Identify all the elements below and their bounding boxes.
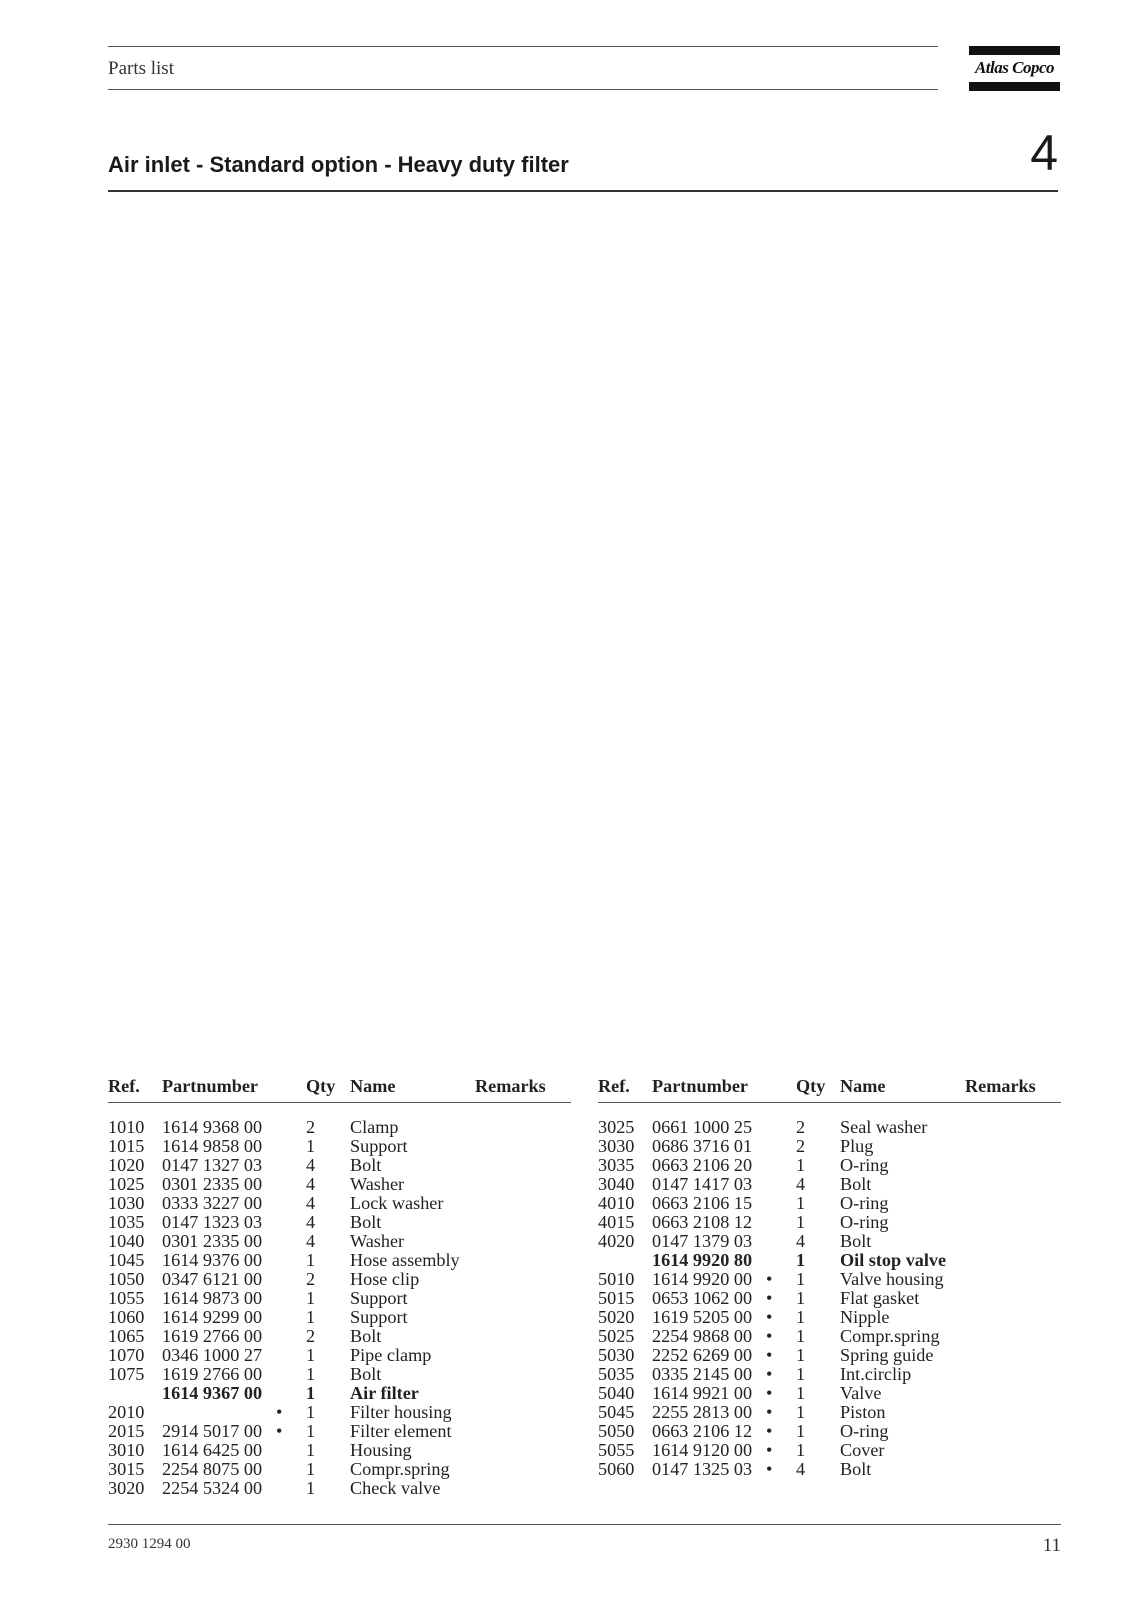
cell-partnumber: 0686 3716 01 [652,1136,753,1156]
cell-name: Filter element [350,1421,452,1441]
cell-name: Piston [840,1402,886,1422]
table-row [598,1194,1061,1213]
cell-qty: 1 [306,1136,316,1156]
cell-kit-marker: • [766,1364,773,1384]
table-row [598,1460,1061,1479]
cell-qty: 4 [306,1174,316,1194]
cell-partnumber: 1614 9299 00 [162,1307,263,1327]
cell-partnumber: 1619 2766 00 [162,1364,263,1384]
cell-kit-marker: • [766,1307,773,1327]
table-row [598,1137,1061,1156]
table-row [598,1422,1061,1441]
cell-name: Valve housing [840,1269,944,1289]
cell-name: Filter housing [350,1402,452,1422]
cell-kit-marker: • [766,1402,773,1422]
cell-partnumber: 0147 1379 03 [652,1231,753,1251]
cell-partnumber: 0663 2106 12 [652,1421,753,1441]
header-partnumber: Partnumber [652,1076,748,1096]
table-row [598,1213,1061,1232]
cell-partnumber: 0147 1417 03 [652,1174,753,1194]
cell-ref: 1015 [108,1136,145,1156]
cell-name: Bolt [350,1326,382,1346]
table-row [108,1175,571,1194]
cell-partnumber: 1614 6425 00 [162,1440,263,1460]
cell-ref: 5050 [598,1421,635,1441]
cell-name: Compr.spring [840,1326,940,1346]
table-row [108,1194,571,1213]
cell-ref: 1055 [108,1288,145,1308]
table-row [598,1175,1061,1194]
table-body-right [598,1118,1061,1479]
cell-name: Int.circlip [840,1364,912,1384]
cell-partnumber: 1614 9920 80 [652,1250,753,1270]
cell-ref: 1025 [108,1174,145,1194]
cell-kit-marker: • [766,1326,773,1346]
table-row [598,1118,1061,1137]
cell-kit-marker: • [766,1288,773,1308]
cell-qty: 2 [796,1136,806,1156]
cell-qty: 1 [306,1364,316,1384]
cell-name: Nipple [840,1307,890,1327]
table-row [108,1118,571,1137]
atlas-copco-logo [969,46,1060,92]
cell-partnumber: 0147 1325 03 [652,1459,753,1479]
table-row [108,1156,571,1175]
cell-qty: 4 [306,1231,316,1251]
cell-name: Flat gasket [840,1288,920,1308]
cell-name: Bolt [840,1459,872,1479]
table-row [108,1479,571,1498]
cell-name: Bolt [840,1231,872,1251]
cell-ref: 1050 [108,1269,145,1289]
cell-name: O-ring [840,1421,889,1441]
header-qty: Qty [796,1076,826,1096]
table-row [108,1365,571,1384]
cell-ref: 5010 [598,1269,635,1289]
cell-partnumber: 1614 9858 00 [162,1136,263,1156]
cell-partnumber: 0653 1062 00 [652,1288,753,1308]
cell-qty: 1 [306,1459,316,1479]
cell-ref: 3025 [598,1117,635,1137]
cell-ref: 5025 [598,1326,635,1346]
cell-partnumber: 2252 6269 00 [652,1345,753,1365]
cell-partnumber: 2254 8075 00 [162,1459,263,1479]
cell-name: Compr.spring [350,1459,450,1479]
cell-partnumber: 0147 1327 03 [162,1155,263,1175]
cell-partnumber: 1614 9367 00 [162,1383,263,1403]
cell-partnumber: 0301 2335 00 [162,1231,263,1251]
cell-qty: 1 [306,1421,316,1441]
cell-ref: 5045 [598,1402,635,1422]
header-bottom-rule [108,89,938,90]
cell-ref: 4015 [598,1212,635,1232]
cell-kit-marker: • [276,1402,283,1422]
section-title: Air inlet - Standard option - Heavy duty filter [108,152,569,177]
cell-ref: 1030 [108,1193,145,1213]
cell-qty: 1 [796,1288,806,1308]
header-remarks: Remarks [965,1076,1036,1096]
cell-name: Lock washer [350,1193,444,1213]
cell-name: Cover [840,1440,885,1460]
logo-bottom-bar [969,82,1060,91]
cell-qty: 1 [796,1383,806,1403]
cell-partnumber: 1614 9921 00 [652,1383,753,1403]
cell-name: Air filter [350,1383,419,1403]
cell-partnumber: 2914 5017 00 [162,1421,263,1441]
header-remarks: Remarks [475,1076,546,1096]
cell-qty: 1 [796,1345,806,1365]
table-row [108,1289,571,1308]
cell-name: Hose assembly [350,1250,460,1270]
cell-ref: 5055 [598,1440,635,1460]
cell-qty: 1 [796,1364,806,1384]
table-row [598,1289,1061,1308]
cell-ref: 3030 [598,1136,635,1156]
table-row [108,1251,571,1270]
header-ref: Ref. [598,1076,630,1096]
parts-table-right [598,1076,1061,1479]
cell-qty: 1 [796,1326,806,1346]
cell-name: Bolt [350,1155,382,1175]
cell-kit-marker: • [276,1421,283,1441]
table-row [598,1308,1061,1327]
cell-partnumber: 2254 5324 00 [162,1478,263,1498]
table-row-assembly [598,1251,1061,1270]
table-row [108,1213,571,1232]
cell-qty: 2 [796,1117,806,1137]
table-row [598,1365,1061,1384]
cell-name: Spring guide [840,1345,934,1365]
cell-ref: 5040 [598,1383,635,1403]
cell-partnumber: 1619 5205 00 [652,1307,753,1327]
cell-name: O-ring [840,1193,889,1213]
cell-qty: 2 [306,1117,316,1137]
table-row [108,1460,571,1479]
header-top-rule [108,46,938,47]
cell-ref: 5035 [598,1364,635,1384]
table-row [598,1232,1061,1251]
cell-ref: 1020 [108,1155,145,1175]
cell-qty: 1 [796,1250,806,1270]
cell-ref: 1060 [108,1307,145,1327]
cell-partnumber: 2255 2813 00 [652,1402,753,1422]
cell-qty: 1 [306,1250,316,1270]
cell-name: Bolt [350,1212,382,1232]
cell-name: Clamp [350,1117,399,1137]
cell-qty: 1 [796,1193,806,1213]
table-row [108,1232,571,1251]
cell-qty: 1 [306,1307,316,1327]
cell-name: Support [350,1136,408,1156]
document-number: 2930 1294 00 [108,1536,191,1552]
cell-qty: 1 [306,1478,316,1498]
header-name: Name [840,1076,886,1096]
header-ref: Ref. [108,1076,140,1096]
cell-partnumber: 0661 1000 25 [652,1117,753,1137]
table-row [598,1346,1061,1365]
table-body-left [108,1118,571,1498]
table-row [598,1156,1061,1175]
cell-ref: 2010 [108,1402,145,1422]
cell-ref: 4010 [598,1193,635,1213]
cell-qty: 2 [306,1326,316,1346]
cell-kit-marker: • [766,1421,773,1441]
cell-kit-marker: • [766,1440,773,1460]
cell-ref: 1035 [108,1212,145,1232]
cell-name: O-ring [840,1155,889,1175]
cell-ref: 3010 [108,1440,145,1460]
table-row [598,1270,1061,1289]
cell-name: Valve [840,1383,882,1403]
cell-qty: 1 [796,1269,806,1289]
cell-name: Bolt [840,1174,872,1194]
cell-partnumber: 0335 2145 00 [652,1364,753,1384]
header-label: Parts list [108,58,174,79]
table-header [108,1076,571,1103]
cell-partnumber: 1619 2766 00 [162,1326,263,1346]
cell-name: Pipe clamp [350,1345,432,1365]
cell-qty: 1 [796,1421,806,1441]
cell-qty: 1 [796,1440,806,1460]
cell-ref: 3015 [108,1459,145,1479]
cell-name: Housing [350,1440,412,1460]
cell-name: Support [350,1288,408,1308]
cell-qty: 1 [796,1155,806,1175]
logo-top-bar [969,46,1060,55]
title-rule [108,190,1058,192]
cell-partnumber: 1614 9920 00 [652,1269,753,1289]
cell-ref: 4020 [598,1231,635,1251]
cell-qty: 1 [306,1402,316,1422]
cell-qty: 4 [796,1231,806,1251]
cell-kit-marker: • [766,1269,773,1289]
table-row [108,1441,571,1460]
logo-wordmark: Atlas Copco [974,58,1055,77]
cell-ref: 1070 [108,1345,145,1365]
cell-name: Hose clip [350,1269,420,1289]
cell-name: O-ring [840,1212,889,1232]
header-name: Name [350,1076,396,1096]
table-row [108,1346,571,1365]
cell-qty: 4 [796,1174,806,1194]
cell-partnumber: 0301 2335 00 [162,1174,263,1194]
cell-ref: 5020 [598,1307,635,1327]
cell-ref: 3040 [598,1174,635,1194]
cell-qty: 4 [306,1155,316,1175]
header-qty: Qty [306,1076,336,1096]
cell-kit-marker: • [766,1383,773,1403]
cell-name: Plug [840,1136,874,1156]
cell-qty: 1 [796,1307,806,1327]
cell-partnumber: 2254 9868 00 [652,1326,753,1346]
cell-ref: 5060 [598,1459,635,1479]
cell-ref: 1040 [108,1231,145,1251]
cell-partnumber: 1614 9873 00 [162,1288,263,1308]
cell-qty: 1 [796,1402,806,1422]
cell-qty: 2 [306,1269,316,1289]
cell-qty: 4 [306,1212,316,1232]
table-row [108,1327,571,1346]
cell-qty: 4 [306,1193,316,1213]
cell-qty: 1 [796,1212,806,1232]
cell-partnumber: 0663 2106 15 [652,1193,753,1213]
cell-partnumber: 0333 3227 00 [162,1193,263,1213]
cell-name: Check valve [350,1478,441,1498]
cell-partnumber: 0147 1323 03 [162,1212,263,1232]
cell-qty: 1 [306,1345,316,1365]
cell-partnumber: 0347 6121 00 [162,1269,263,1289]
table-row [598,1441,1061,1460]
table-row [108,1422,571,1441]
table-row [598,1403,1061,1422]
cell-ref: 1010 [108,1117,145,1137]
cell-name: Washer [350,1231,405,1251]
cell-name: Support [350,1307,408,1327]
cell-kit-marker: • [766,1345,773,1365]
cell-ref: 5015 [598,1288,635,1308]
page-number: 11 [1042,1535,1061,1556]
cell-ref: 1045 [108,1250,145,1270]
cell-ref: 2015 [108,1421,145,1441]
parts-table-left [108,1076,571,1498]
table-row-assembly [108,1384,571,1403]
cell-kit-marker: • [766,1459,773,1479]
cell-qty: 1 [306,1383,316,1403]
cell-ref: 1075 [108,1364,145,1384]
cell-ref: 3020 [108,1478,145,1498]
cell-partnumber: 1614 9376 00 [162,1250,263,1270]
cell-partnumber: 0663 2108 12 [652,1212,753,1232]
table-row [598,1327,1061,1346]
section-number: 4 [1030,125,1058,181]
table-row [598,1384,1061,1403]
cell-name: Bolt [350,1364,382,1384]
cell-name: Seal washer [840,1117,928,1137]
table-row [108,1308,571,1327]
cell-ref: 5030 [598,1345,635,1365]
cell-qty: 1 [306,1440,316,1460]
cell-partnumber: 0663 2106 20 [652,1155,753,1175]
table-header [598,1076,1061,1103]
cell-qty: 1 [306,1288,316,1308]
table-row [108,1137,571,1156]
header-partnumber: Partnumber [162,1076,258,1096]
cell-partnumber: 0346 1000 27 [162,1345,263,1365]
cell-qty: 4 [796,1459,806,1479]
footer-rule [108,1524,1061,1525]
cell-name: Washer [350,1174,405,1194]
cell-partnumber: 1614 9368 00 [162,1117,263,1137]
cell-name: Oil stop valve [840,1250,947,1270]
cell-ref: 1065 [108,1326,145,1346]
cell-ref: 3035 [598,1155,635,1175]
table-row [108,1403,571,1422]
table-row [108,1270,571,1289]
cell-partnumber: 1614 9120 00 [652,1440,753,1460]
